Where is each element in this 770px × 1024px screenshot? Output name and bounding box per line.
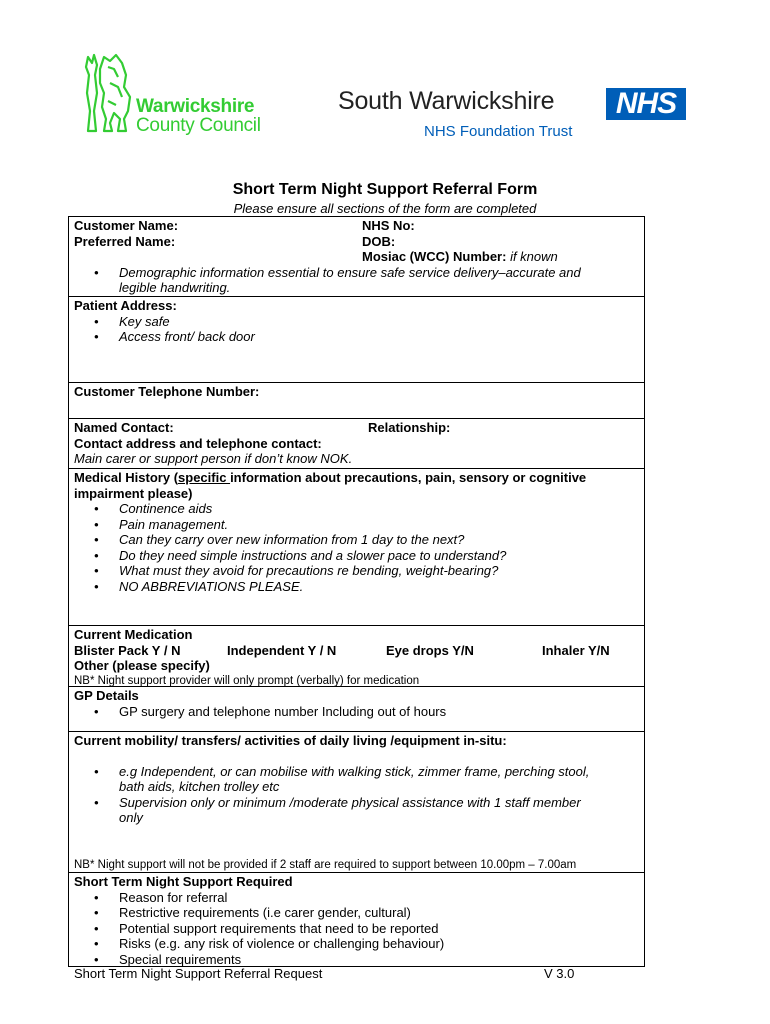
medical-history-section xyxy=(69,468,644,625)
address-section xyxy=(69,296,644,382)
patient-address-label: Patient Address: xyxy=(74,298,177,313)
form-subtitle: Please ensure all sections of the form are completed xyxy=(233,201,537,216)
mobility-section xyxy=(69,731,644,872)
medication-note: NB* Night support provider will only prompt (verbally) for medication xyxy=(74,674,420,687)
list-item: • GP surgery and telephone number Including out of hours xyxy=(94,704,640,720)
other-medication-label: Other (please specify) xyxy=(74,658,210,673)
bear-and-staff-icon xyxy=(80,53,136,135)
customer-name-label: Customer Name: xyxy=(74,218,179,233)
demographic-note: • Demographic information essential to ensure safe service delivery–accurate and legible handwriting. xyxy=(94,265,640,296)
medication-section xyxy=(69,625,644,686)
list-item: • Do they need simple instructions and a slower pace to understand? xyxy=(94,548,640,564)
list-item: • Continence aids xyxy=(94,501,640,517)
contact-address-label: Contact address and telephone contact: xyxy=(74,435,322,451)
support-required-label: Short Term Night Support Required xyxy=(74,874,293,889)
mosiac-number-hint: if known xyxy=(506,249,558,264)
form-title: Short Term Night Support Referral Form xyxy=(232,181,538,198)
named-contact-label: Named Contact: xyxy=(74,420,174,435)
preferred-name-label: Preferred Name: xyxy=(74,233,176,249)
list-item: • Key safe xyxy=(94,314,640,330)
contact-section xyxy=(69,418,644,468)
eye-drops-option: Eye drops Y/N xyxy=(386,642,474,658)
list-item: • Potential support requirements that need to be reported xyxy=(94,921,640,937)
list-item: • Risks (e.g. any risk of violence or challenging behaviour) xyxy=(94,936,640,952)
medical-history-label: Medical History (specific information about precautions, pain, sensory or cognitive xyxy=(74,470,587,485)
list-item: • Reason for referral xyxy=(94,890,640,906)
wcc-logo-line2: County Council xyxy=(136,115,261,136)
list-item: • e.g Independent, or can mobilise with walking stick, zimmer frame, perching stool, bath aids, kitchen trolley etc xyxy=(94,764,640,795)
independent-option: Independent Y / N xyxy=(227,642,337,658)
list-item: • Access front/ back door xyxy=(94,329,640,345)
list-item: • Supervision only or minimum /moderate physical assistance with 1 staff member only xyxy=(94,795,640,826)
wcc-logo xyxy=(80,53,290,143)
list-item: • What must they avoid for precautions re bending, weight-bearing? xyxy=(94,563,640,579)
nhs-trust-name: South Warwickshire xyxy=(338,87,555,115)
current-medication-label: Current Medication xyxy=(74,627,193,642)
dob-label: DOB: xyxy=(362,233,396,249)
nhs-logo xyxy=(338,86,688,146)
nhs-number-label: NHS No: xyxy=(362,218,415,233)
customer-section xyxy=(69,217,644,296)
gp-section xyxy=(69,686,644,731)
relationship-label: Relationship: xyxy=(368,420,451,435)
blister-pack-option: Blister Pack Y / N xyxy=(74,642,181,658)
gp-details-label: GP Details xyxy=(74,688,139,703)
referral-form xyxy=(68,216,645,967)
footer-version: V 3.0 xyxy=(544,966,575,981)
list-item: • Pain management. xyxy=(94,517,640,533)
footer-title: Short Term Night Support Referral Request xyxy=(74,966,323,981)
medical-history-label-line2: impairment please) xyxy=(74,485,193,501)
list-item: • Restrictive requirements (i.e carer gender, cultural) xyxy=(94,905,640,921)
wcc-logo-line1: Warwickshire xyxy=(136,96,255,117)
list-item: • Special requirements xyxy=(94,952,640,968)
inhaler-option: Inhaler Y/N xyxy=(542,642,610,658)
contact-hint: Main carer or support person if don’t know NOK. xyxy=(74,451,353,466)
mosiac-number-label: Mosiac (WCC) Number: xyxy=(362,249,507,264)
telephone-section xyxy=(69,382,644,418)
customer-telephone-label: Customer Telephone Number: xyxy=(74,384,260,399)
support-required-section xyxy=(69,872,644,966)
nhs-badge: NHS xyxy=(606,88,686,120)
mobility-note: NB* Night support will not be provided if 2 staff are required to support between 10.00pm – 7.00am xyxy=(74,858,577,871)
list-item: • NO ABBREVIATIONS PLEASE. xyxy=(94,579,640,595)
nhs-foundation-trust: NHS Foundation Trust xyxy=(424,123,573,140)
mobility-label: Current mobility/ transfers/ activities of daily living /equipment in-situ: xyxy=(74,733,507,748)
list-item: • Can they carry over new information from 1 day to the next? xyxy=(94,532,640,548)
